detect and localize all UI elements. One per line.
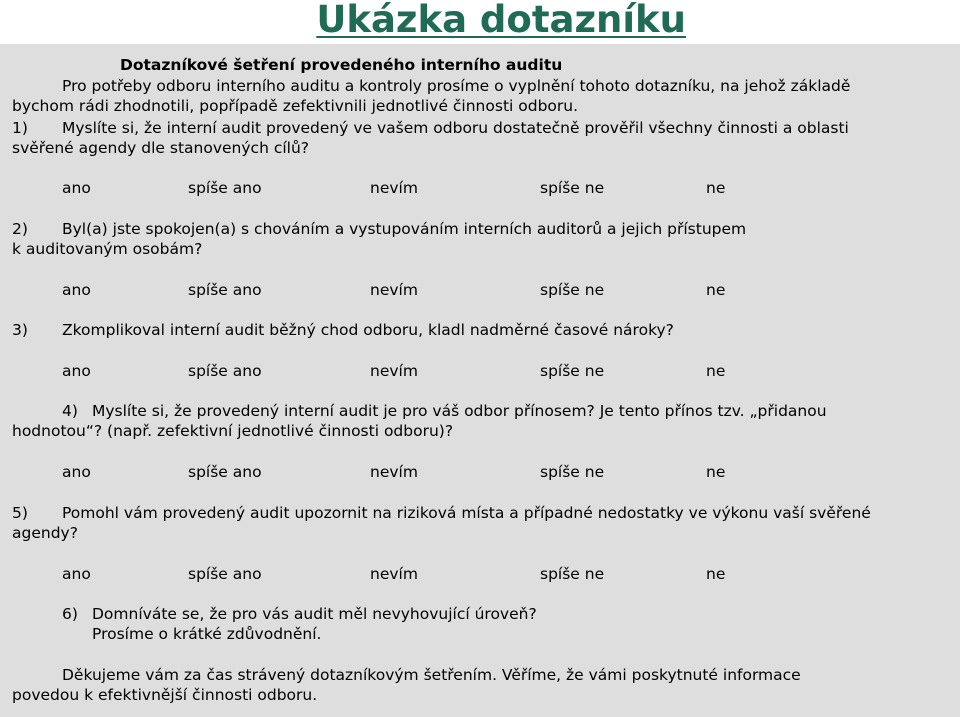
option-spise-ne[interactable]: spíše ne <box>540 565 605 583</box>
option-spise-ne[interactable]: spíše ne <box>540 463 605 481</box>
option-nevim[interactable]: nevím <box>370 463 418 481</box>
question-4-number: 4) <box>62 402 78 420</box>
question-1-line-2: svěřené agendy dle stanovených cílů? <box>12 139 310 157</box>
closing-line-2: povedou k efektivnější činnosti odboru. <box>12 686 318 704</box>
closing-line-1: Děkujeme vám za čas strávený dotazníkovým šetřením. Věříme, že vámi poskytnuté informace <box>62 666 801 684</box>
option-spise-ano[interactable]: spíše ano <box>188 565 262 583</box>
option-ano[interactable]: ano <box>62 463 91 481</box>
questionnaire-heading: Dotazníkové šetření provedeného interního auditu <box>120 56 563 74</box>
question-4-line-2: hodnotou“? (např. zefektivní jednotlivé činnosti odboru)? <box>12 422 454 440</box>
option-ano[interactable]: ano <box>62 565 91 583</box>
option-ano[interactable]: ano <box>62 362 91 380</box>
option-spise-ne[interactable]: spíše ne <box>540 281 605 299</box>
option-spise-ne[interactable]: spíše ne <box>540 362 605 380</box>
option-spise-ano[interactable]: spíše ano <box>188 362 262 380</box>
option-nevim[interactable]: nevím <box>370 565 418 583</box>
question-1-line-1: Myslíte si, že interní audit provedený ve vašem odboru dostatečně prověřil všechny činnosti a oblasti <box>62 119 849 137</box>
option-spise-ne[interactable]: spíše ne <box>540 179 605 197</box>
option-ano[interactable]: ano <box>62 281 91 299</box>
slide-title: Ukázka dotazníku <box>316 0 686 41</box>
question-6-line-2: Prosíme o krátké zdůvodnění. <box>92 625 322 643</box>
intro-line-2: bychom rádi zhodnotili, popřípadě zefektivnili jednotlivé činnosti odboru. <box>12 97 579 115</box>
question-2-line-1: Byl(a) jste spokojen(a) s chováním a vystupováním interních auditorů a jejich přístupem <box>62 220 747 238</box>
question-6-number: 6) <box>62 605 78 623</box>
question-3-line-1: Zkomplikoval interní audit běžný chod odboru, kladl nadměrné časové nároky? <box>62 321 674 339</box>
option-ne[interactable]: ne <box>706 565 726 583</box>
option-spise-ano[interactable]: spíše ano <box>188 463 262 481</box>
questionnaire-panel <box>0 44 960 717</box>
option-ne[interactable]: ne <box>706 281 726 299</box>
option-nevim[interactable]: nevím <box>370 179 418 197</box>
intro-line-1: Pro potřeby odboru interního auditu a kontroly prosíme o vyplnění tohoto dotazníku, na jehož základě <box>62 77 851 95</box>
question-5-line-2: agendy? <box>12 524 78 542</box>
question-4-line-1: Myslíte si, že provedený interní audit je pro váš odbor přínosem? Je tento přínos tzv. „přidanou <box>92 402 827 420</box>
question-3-number: 3) <box>12 321 28 339</box>
option-spise-ano[interactable]: spíše ano <box>188 179 262 197</box>
question-2-line-2: k auditovaným osobám? <box>12 240 203 258</box>
option-spise-ano[interactable]: spíše ano <box>188 281 262 299</box>
question-5-number: 5) <box>12 504 28 522</box>
question-2-number: 2) <box>12 220 28 238</box>
question-6-line-1: Domníváte se, že pro vás audit měl nevyhovující úroveň? <box>92 605 537 623</box>
option-ne[interactable]: ne <box>706 179 726 197</box>
option-ne[interactable]: ne <box>706 362 726 380</box>
option-nevim[interactable]: nevím <box>370 281 418 299</box>
question-1-number: 1) <box>12 119 28 137</box>
option-ano[interactable]: ano <box>62 179 91 197</box>
option-ne[interactable]: ne <box>706 463 726 481</box>
option-nevim[interactable]: nevím <box>370 362 418 380</box>
slide-title-area <box>0 0 960 44</box>
question-5-line-1: Pomohl vám provedený audit upozornit na riziková místa a případné nedostatky ve výkonu vaší svěřené <box>62 504 871 522</box>
